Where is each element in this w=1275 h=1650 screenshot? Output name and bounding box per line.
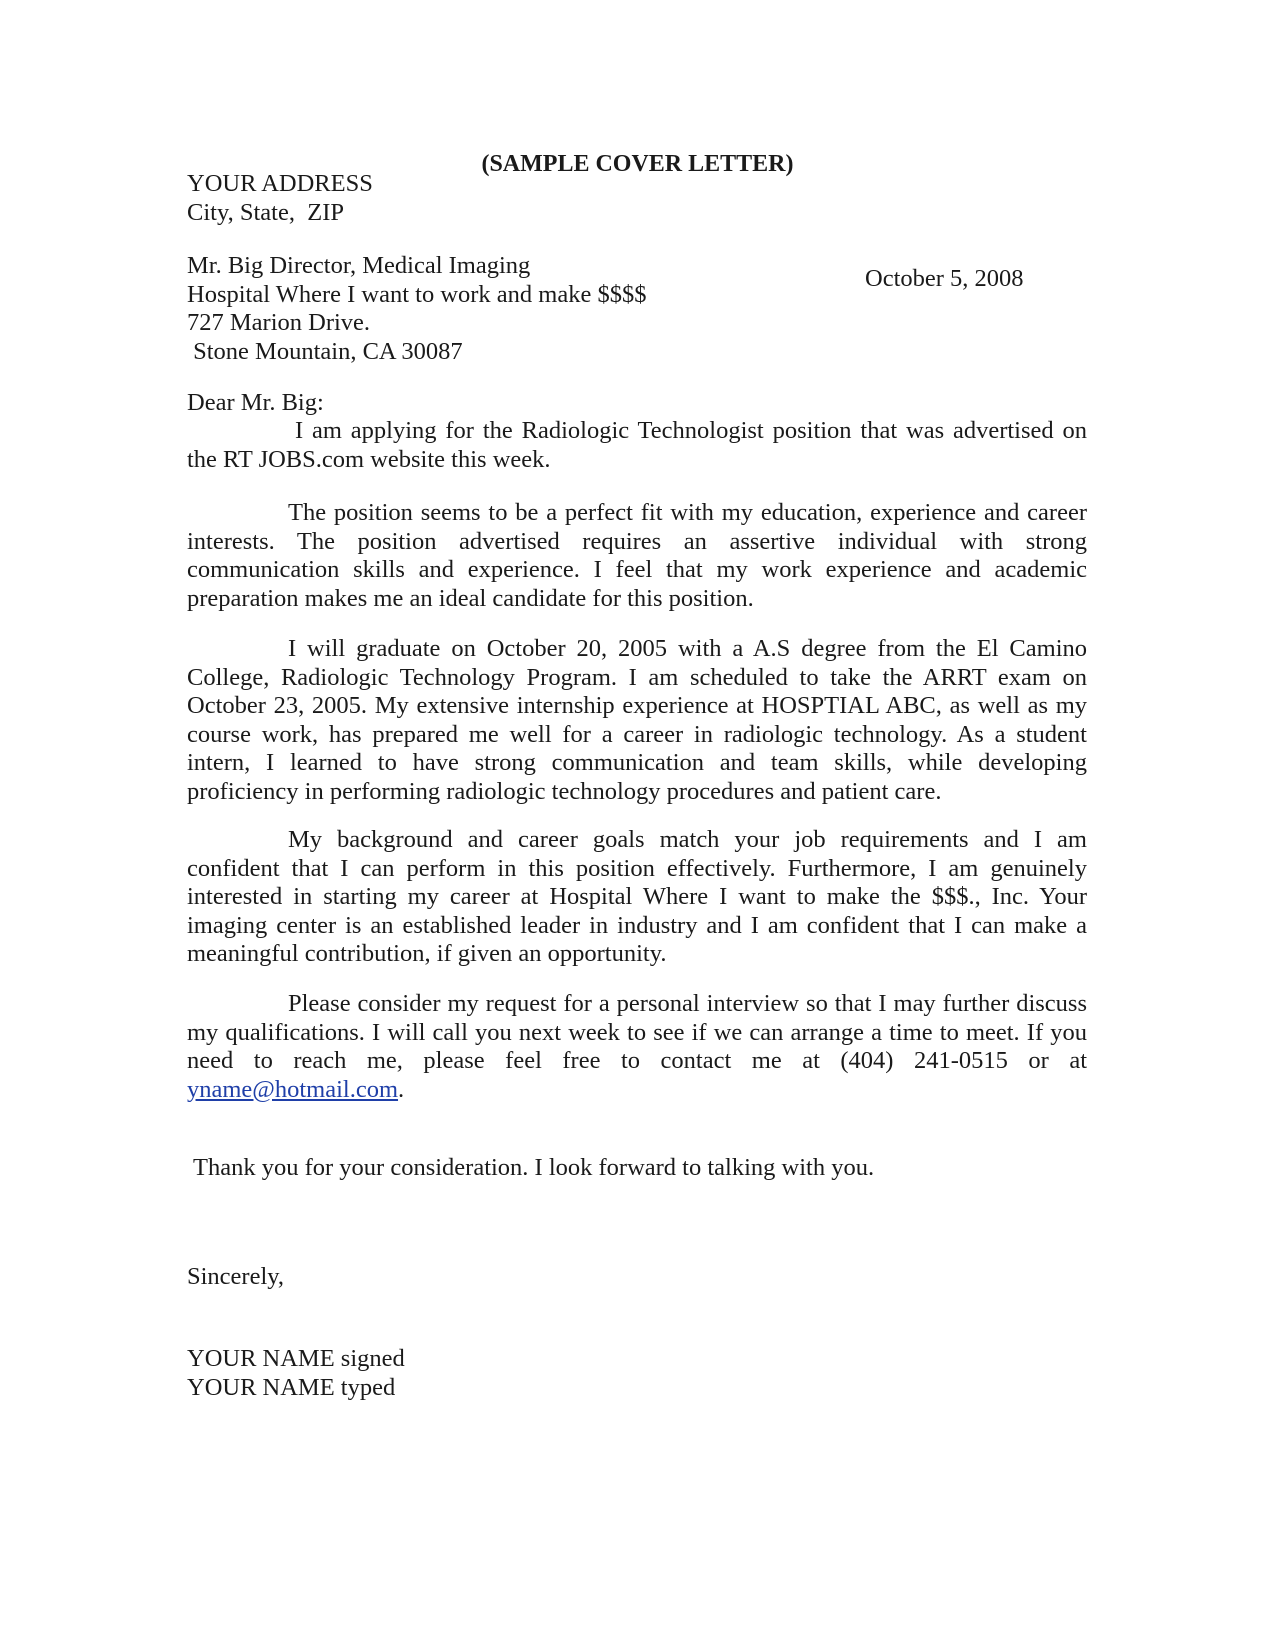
signature-signed: YOUR NAME signed xyxy=(187,1345,405,1372)
paragraph-goals: My background and career goals match your job requirements and I am confident that I can perform in this position effectively. Furthermore, I am genuinely interested in starting my career at Hospital Where I want to make the $$$., Inc. Your imaging center is an established leader in industry and I am confident that I can make a meaningful contribution, if given an opportunity. xyxy=(187,826,1087,968)
paragraph-contact xyxy=(187,990,1087,1104)
salutation: Dear Mr. Big: xyxy=(187,389,324,416)
sender-city-line: City, State, ZIP xyxy=(187,198,344,226)
letter-heading: (SAMPLE COVER LETTER) xyxy=(481,151,794,177)
paragraph-education: I will graduate on October 20, 2005 with a A.S degree from the El Camino College, Radiologic Technology Program. I am scheduled to take the ARRT exam on October 23, 2005. My extensive internship experience at HOSPTIAL ABC, as well as my course work, has prepared me well for a career in radiologic technology. As a student intern, I learned to have strong communication and team skills, while developing proficiency in performing radiologic technology procedures and patient care. xyxy=(187,635,1087,805)
recipient-street-line: 727 Marion Drive. xyxy=(187,309,371,337)
email-suffix: . xyxy=(398,1075,405,1103)
paragraph-fit: The position seems to be a perfect fit with my education, experience and career interests. The position advertised requires an assertive individual with strong communication skills and experience. I feel that my work experience and academic preparation makes me an ideal candidate for this position. xyxy=(187,499,1087,612)
sender-address-line: YOUR ADDRESS xyxy=(187,170,373,197)
sender-address xyxy=(187,170,1087,227)
recipient-city-line: Stone Mountain, CA 30087 xyxy=(187,337,463,365)
recipient-name-line: Mr. Big Director, Medical Imaging xyxy=(187,252,531,279)
email-link[interactable]: yname@hotmail.com xyxy=(187,1075,399,1103)
signature-block xyxy=(187,1345,1087,1402)
signature-typed: YOUR NAME typed xyxy=(187,1373,396,1401)
letter-date: October 5, 2008 xyxy=(865,265,1024,292)
recipient-org-line: Hospital Where I want to work and make $$$$ xyxy=(187,280,647,308)
paragraph-intro: I am applying for the Radiologic Technologist position that was advertised on the RT JOBS.com website this week. xyxy=(187,417,1087,473)
contact-text: Please consider my request for a personal interview so that I may further discuss my qualifications. I will call you next week to see if we can arrange a time to meet. If you need to reach me, please feel free to contact me at (404) 241-0515 or at xyxy=(187,990,1087,1075)
closing: Sincerely, xyxy=(187,1263,285,1290)
thanks-line: Thank you for your consideration. I look forward to talking with you. xyxy=(193,1154,875,1181)
